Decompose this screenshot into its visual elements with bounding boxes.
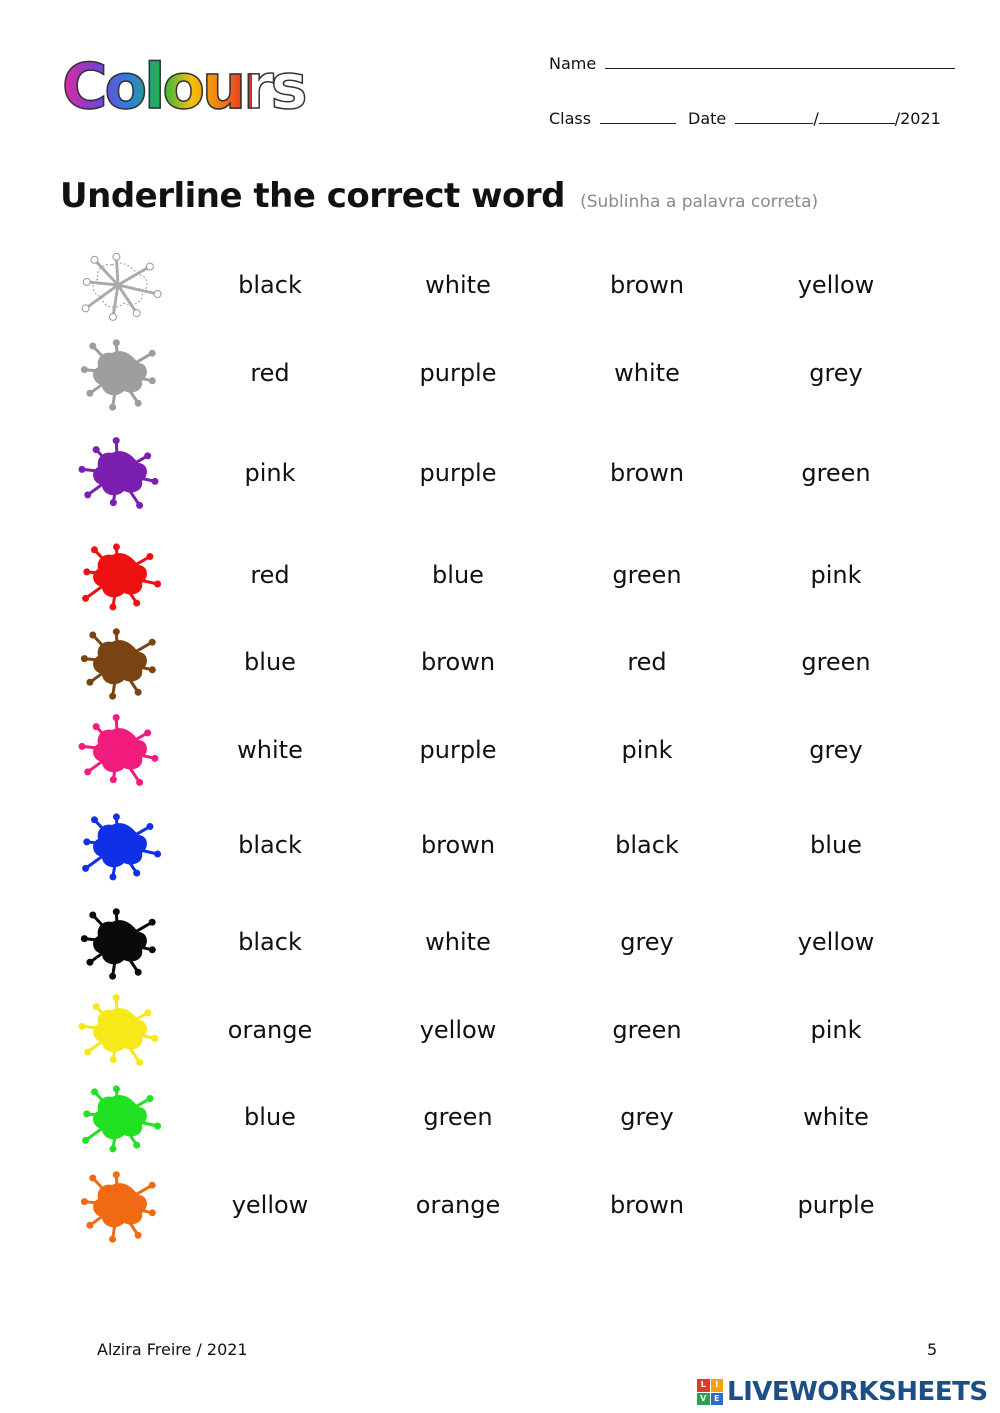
class-line[interactable] <box>600 109 676 124</box>
paint-splat-icon <box>72 990 168 1070</box>
badge-letter: I <box>711 1379 724 1392</box>
word-option[interactable]: purple <box>797 1191 875 1219</box>
exercise-row <box>0 622 1000 702</box>
author-footer: Alzira Freire / 2021 <box>97 1340 248 1359</box>
exercise-row <box>0 433 1000 513</box>
word-option[interactable]: green <box>801 459 871 487</box>
word-option[interactable]: blue <box>810 831 862 859</box>
word-option[interactable]: grey <box>620 1103 674 1131</box>
word-option[interactable]: black <box>238 271 302 299</box>
date-month-line[interactable] <box>819 109 895 124</box>
instruction-subtitle: (Sublinha a palavra correta) <box>580 192 819 212</box>
word-option[interactable]: green <box>801 648 871 676</box>
exercise-row <box>0 1077 1000 1157</box>
exercise-row <box>0 535 1000 615</box>
date-field: Date / /2021 <box>688 109 941 128</box>
word-option[interactable]: yellow <box>797 928 875 956</box>
word-option[interactable]: brown <box>609 459 685 487</box>
word-option[interactable]: purple <box>419 459 497 487</box>
paint-splat-icon <box>72 333 168 413</box>
word-option[interactable]: blue <box>244 1103 296 1131</box>
exercise-row <box>0 1165 1000 1245</box>
word-option[interactable]: brown <box>420 831 496 859</box>
paint-splat-icon <box>72 902 168 982</box>
word-option[interactable]: green <box>612 561 682 589</box>
word-option[interactable]: white <box>237 736 303 764</box>
word-option[interactable]: red <box>627 648 667 676</box>
word-option[interactable]: pink <box>621 736 673 764</box>
date-day-line[interactable] <box>735 109 813 124</box>
word-option[interactable]: pink <box>810 1016 862 1044</box>
exercise-row <box>0 902 1000 982</box>
class-field <box>549 109 676 128</box>
paint-splat-icon <box>72 805 168 885</box>
paint-splat-icon <box>72 1077 168 1157</box>
liveworksheets-brand <box>697 1375 988 1409</box>
exercise-row <box>0 710 1000 790</box>
date-label: Date <box>688 109 727 128</box>
word-option[interactable]: green <box>423 1103 493 1131</box>
paint-splat-icon <box>72 622 168 702</box>
name-field <box>549 54 955 73</box>
word-option[interactable]: pink <box>244 459 296 487</box>
word-option[interactable]: orange <box>415 1191 501 1219</box>
logo-text: Colours <box>62 50 305 123</box>
name-label: Name <box>549 54 597 73</box>
exercise-row <box>0 990 1000 1070</box>
word-option[interactable]: brown <box>609 1191 685 1219</box>
class-label: Class <box>549 109 592 128</box>
word-option[interactable]: white <box>425 271 491 299</box>
word-option[interactable]: brown <box>609 271 685 299</box>
badge-letter: L <box>697 1379 710 1392</box>
liveworksheets-badge-icon <box>697 1379 723 1405</box>
word-option[interactable]: red <box>250 359 290 387</box>
word-option[interactable]: white <box>803 1103 869 1131</box>
paint-splat-icon <box>72 710 168 790</box>
exercise-row <box>0 333 1000 413</box>
brand-text: LIVEWORKSHEETS <box>727 1377 988 1407</box>
word-option[interactable]: yellow <box>797 271 875 299</box>
word-option[interactable]: grey <box>809 359 863 387</box>
name-line[interactable] <box>605 54 955 69</box>
colours-logo <box>62 50 305 123</box>
paint-splat-icon <box>72 245 168 325</box>
instruction <box>60 176 818 216</box>
badge-letter: E <box>711 1393 724 1406</box>
word-option[interactable]: grey <box>620 928 674 956</box>
word-option[interactable]: orange <box>227 1016 313 1044</box>
word-option[interactable]: red <box>250 561 290 589</box>
word-option[interactable]: blue <box>432 561 484 589</box>
exercise-row <box>0 245 1000 325</box>
word-option[interactable]: white <box>614 359 680 387</box>
paint-splat-icon <box>72 535 168 615</box>
paint-splat-icon <box>72 1165 168 1245</box>
word-option[interactable]: brown <box>420 648 496 676</box>
word-option[interactable]: green <box>612 1016 682 1044</box>
word-option[interactable]: black <box>238 831 302 859</box>
word-option[interactable]: yellow <box>231 1191 309 1219</box>
word-option[interactable]: black <box>238 928 302 956</box>
paint-splat-icon <box>72 433 168 513</box>
word-option[interactable]: purple <box>419 359 497 387</box>
word-option[interactable]: black <box>615 831 679 859</box>
instruction-title: Underline the correct word <box>60 176 565 216</box>
word-option[interactable]: yellow <box>419 1016 497 1044</box>
word-option[interactable]: white <box>425 928 491 956</box>
date-year: /2021 <box>894 109 941 128</box>
word-option[interactable]: blue <box>244 648 296 676</box>
exercise-row <box>0 805 1000 885</box>
badge-letter: V <box>697 1393 710 1406</box>
word-option[interactable]: grey <box>809 736 863 764</box>
word-option[interactable]: pink <box>810 561 862 589</box>
word-option[interactable]: purple <box>419 736 497 764</box>
page-number: 5 <box>927 1340 938 1359</box>
